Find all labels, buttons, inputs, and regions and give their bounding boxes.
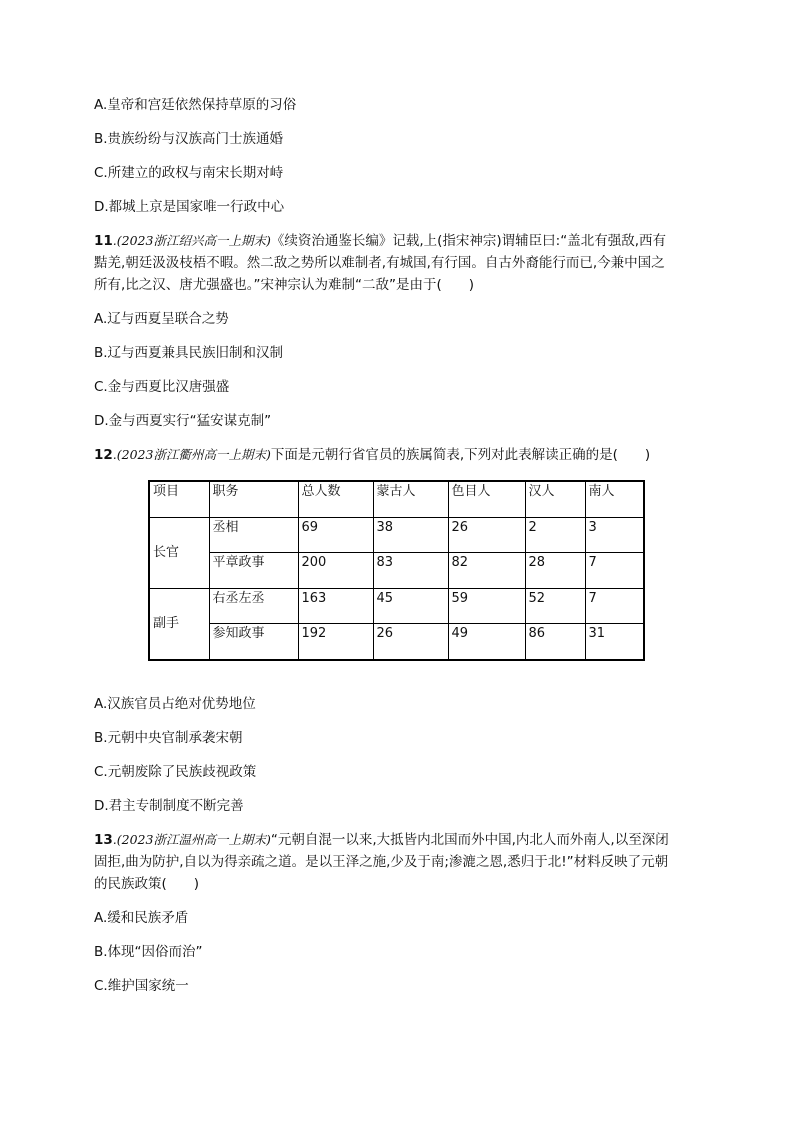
q10-option-d: D.都城上京是国家唯一行政中心 <box>94 199 285 215</box>
q11-option-c: C.金与西夏比汉唐强盛 <box>94 379 230 395</box>
cell-semu: 49 <box>448 624 525 660</box>
header-han: 汉人 <box>525 481 585 517</box>
q12-option-c: C.元朝废除了民族歧视政策 <box>94 764 257 780</box>
q12-number: 12 <box>94 447 113 463</box>
q11-source: .(2023浙江绍兴高一上期末) <box>112 233 271 248</box>
cell-post: 丞相 <box>209 517 298 552</box>
q11-number: 11 <box>94 233 113 249</box>
cell-semu: 26 <box>448 517 525 552</box>
q13-stem-line2: 固拒,曲为防护,自以为得亲疏之道。是以王泽之施,少及于南;渗漉之恩,悉归于北!”材料反映了元朝 <box>94 854 669 870</box>
cell-total: 200 <box>298 553 373 588</box>
q10-option-b: B.贵族纷纷与汉族高门士族通婚 <box>94 131 284 147</box>
cell-semu: 59 <box>448 588 525 623</box>
cell-total: 163 <box>298 588 373 623</box>
cell-mongol: 26 <box>373 624 448 660</box>
q11-stem-line2: 黠羌,朝廷汲汲枝梧不暇。然二敌之势所以难制者,有城国,有行国。自古外裔能行而已,今兼中国之 <box>94 255 665 271</box>
q13-text: “元朝自混一以来,大抵皆内北国而外中国,内北人而外南人,以至深闭 <box>270 832 669 848</box>
q11-stem-line3: 所有,比之汉、唐尤强盛也。”宋神宗认为难制“二敌”是由于( ) <box>94 277 475 293</box>
group-label-chief: 长官 <box>149 517 209 588</box>
cell-han: 28 <box>525 553 585 588</box>
header-mongol: 蒙古人 <box>373 481 448 517</box>
cell-nan: 31 <box>585 624 644 660</box>
table-row <box>149 553 644 588</box>
cell-mongol: 38 <box>373 517 448 552</box>
cell-nan: 3 <box>585 517 644 552</box>
q10-option-c: C.所建立的政权与南宋长期对峙 <box>94 165 284 181</box>
q13-option-c: C.维护国家统一 <box>94 978 189 994</box>
cell-mongol: 45 <box>373 588 448 623</box>
q11-stem-line1 <box>94 232 666 250</box>
q13-option-b: B.体现“因俗而治” <box>94 944 203 960</box>
header-nan: 南人 <box>585 481 644 517</box>
cell-han: 86 <box>525 624 585 660</box>
header-item: 项目 <box>149 481 209 517</box>
q11-option-b: B.辽与西夏兼具民族旧制和汉制 <box>94 345 284 361</box>
q13-stem-line1 <box>94 831 669 849</box>
q12-option-d: D.君主专制制度不断完善 <box>94 798 244 814</box>
cell-nan: 7 <box>585 588 644 623</box>
table-row <box>149 517 644 552</box>
cell-han: 52 <box>525 588 585 623</box>
cell-total: 69 <box>298 517 373 552</box>
cell-semu: 82 <box>448 553 525 588</box>
q13-option-a: A.缓和民族矛盾 <box>94 910 189 926</box>
q12-stem-line1 <box>94 446 650 464</box>
header-post: 职务 <box>209 481 298 517</box>
q12-option-b: B.元朝中央官制承袭宋朝 <box>94 730 243 746</box>
table-header-row <box>149 481 644 517</box>
table-row <box>149 624 644 660</box>
q13-number: 13 <box>94 832 113 848</box>
q11-option-d: D.金与西夏实行“猛安谋克制” <box>94 413 272 429</box>
q12-source: .(2023浙江衢州高一上期末) <box>112 447 271 462</box>
q11-option-a: A.辽与西夏呈联合之势 <box>94 311 229 327</box>
cell-post: 平章政事 <box>209 553 298 588</box>
cell-post: 右丞左丞 <box>209 588 298 623</box>
table-row <box>149 588 644 623</box>
cell-total: 192 <box>298 624 373 660</box>
q12-option-a: A.汉族官员占绝对优势地位 <box>94 696 256 712</box>
q10-option-a: A.皇帝和宫廷依然保持草原的习俗 <box>94 97 297 113</box>
cell-nan: 7 <box>585 553 644 588</box>
header-semu: 色目人 <box>448 481 525 517</box>
q11-text: 《续资治通鉴长编》记载,上(指宋神宗)谓辅臣曰:“盖北有强敌,西有 <box>270 233 667 249</box>
q12-text: 下面是元朝行省官员的族属简表,下列对此表解读正确的是( ) <box>270 447 651 463</box>
official-ethnicity-table <box>148 480 645 661</box>
group-label-deputy: 副手 <box>149 588 209 660</box>
q13-stem-line3: 的民族政策( ) <box>94 876 200 892</box>
q13-source: .(2023浙江温州高一上期末) <box>112 832 271 847</box>
cell-mongol: 83 <box>373 553 448 588</box>
header-total: 总人数 <box>298 481 373 517</box>
cell-post: 参知政事 <box>209 624 298 660</box>
cell-han: 2 <box>525 517 585 552</box>
